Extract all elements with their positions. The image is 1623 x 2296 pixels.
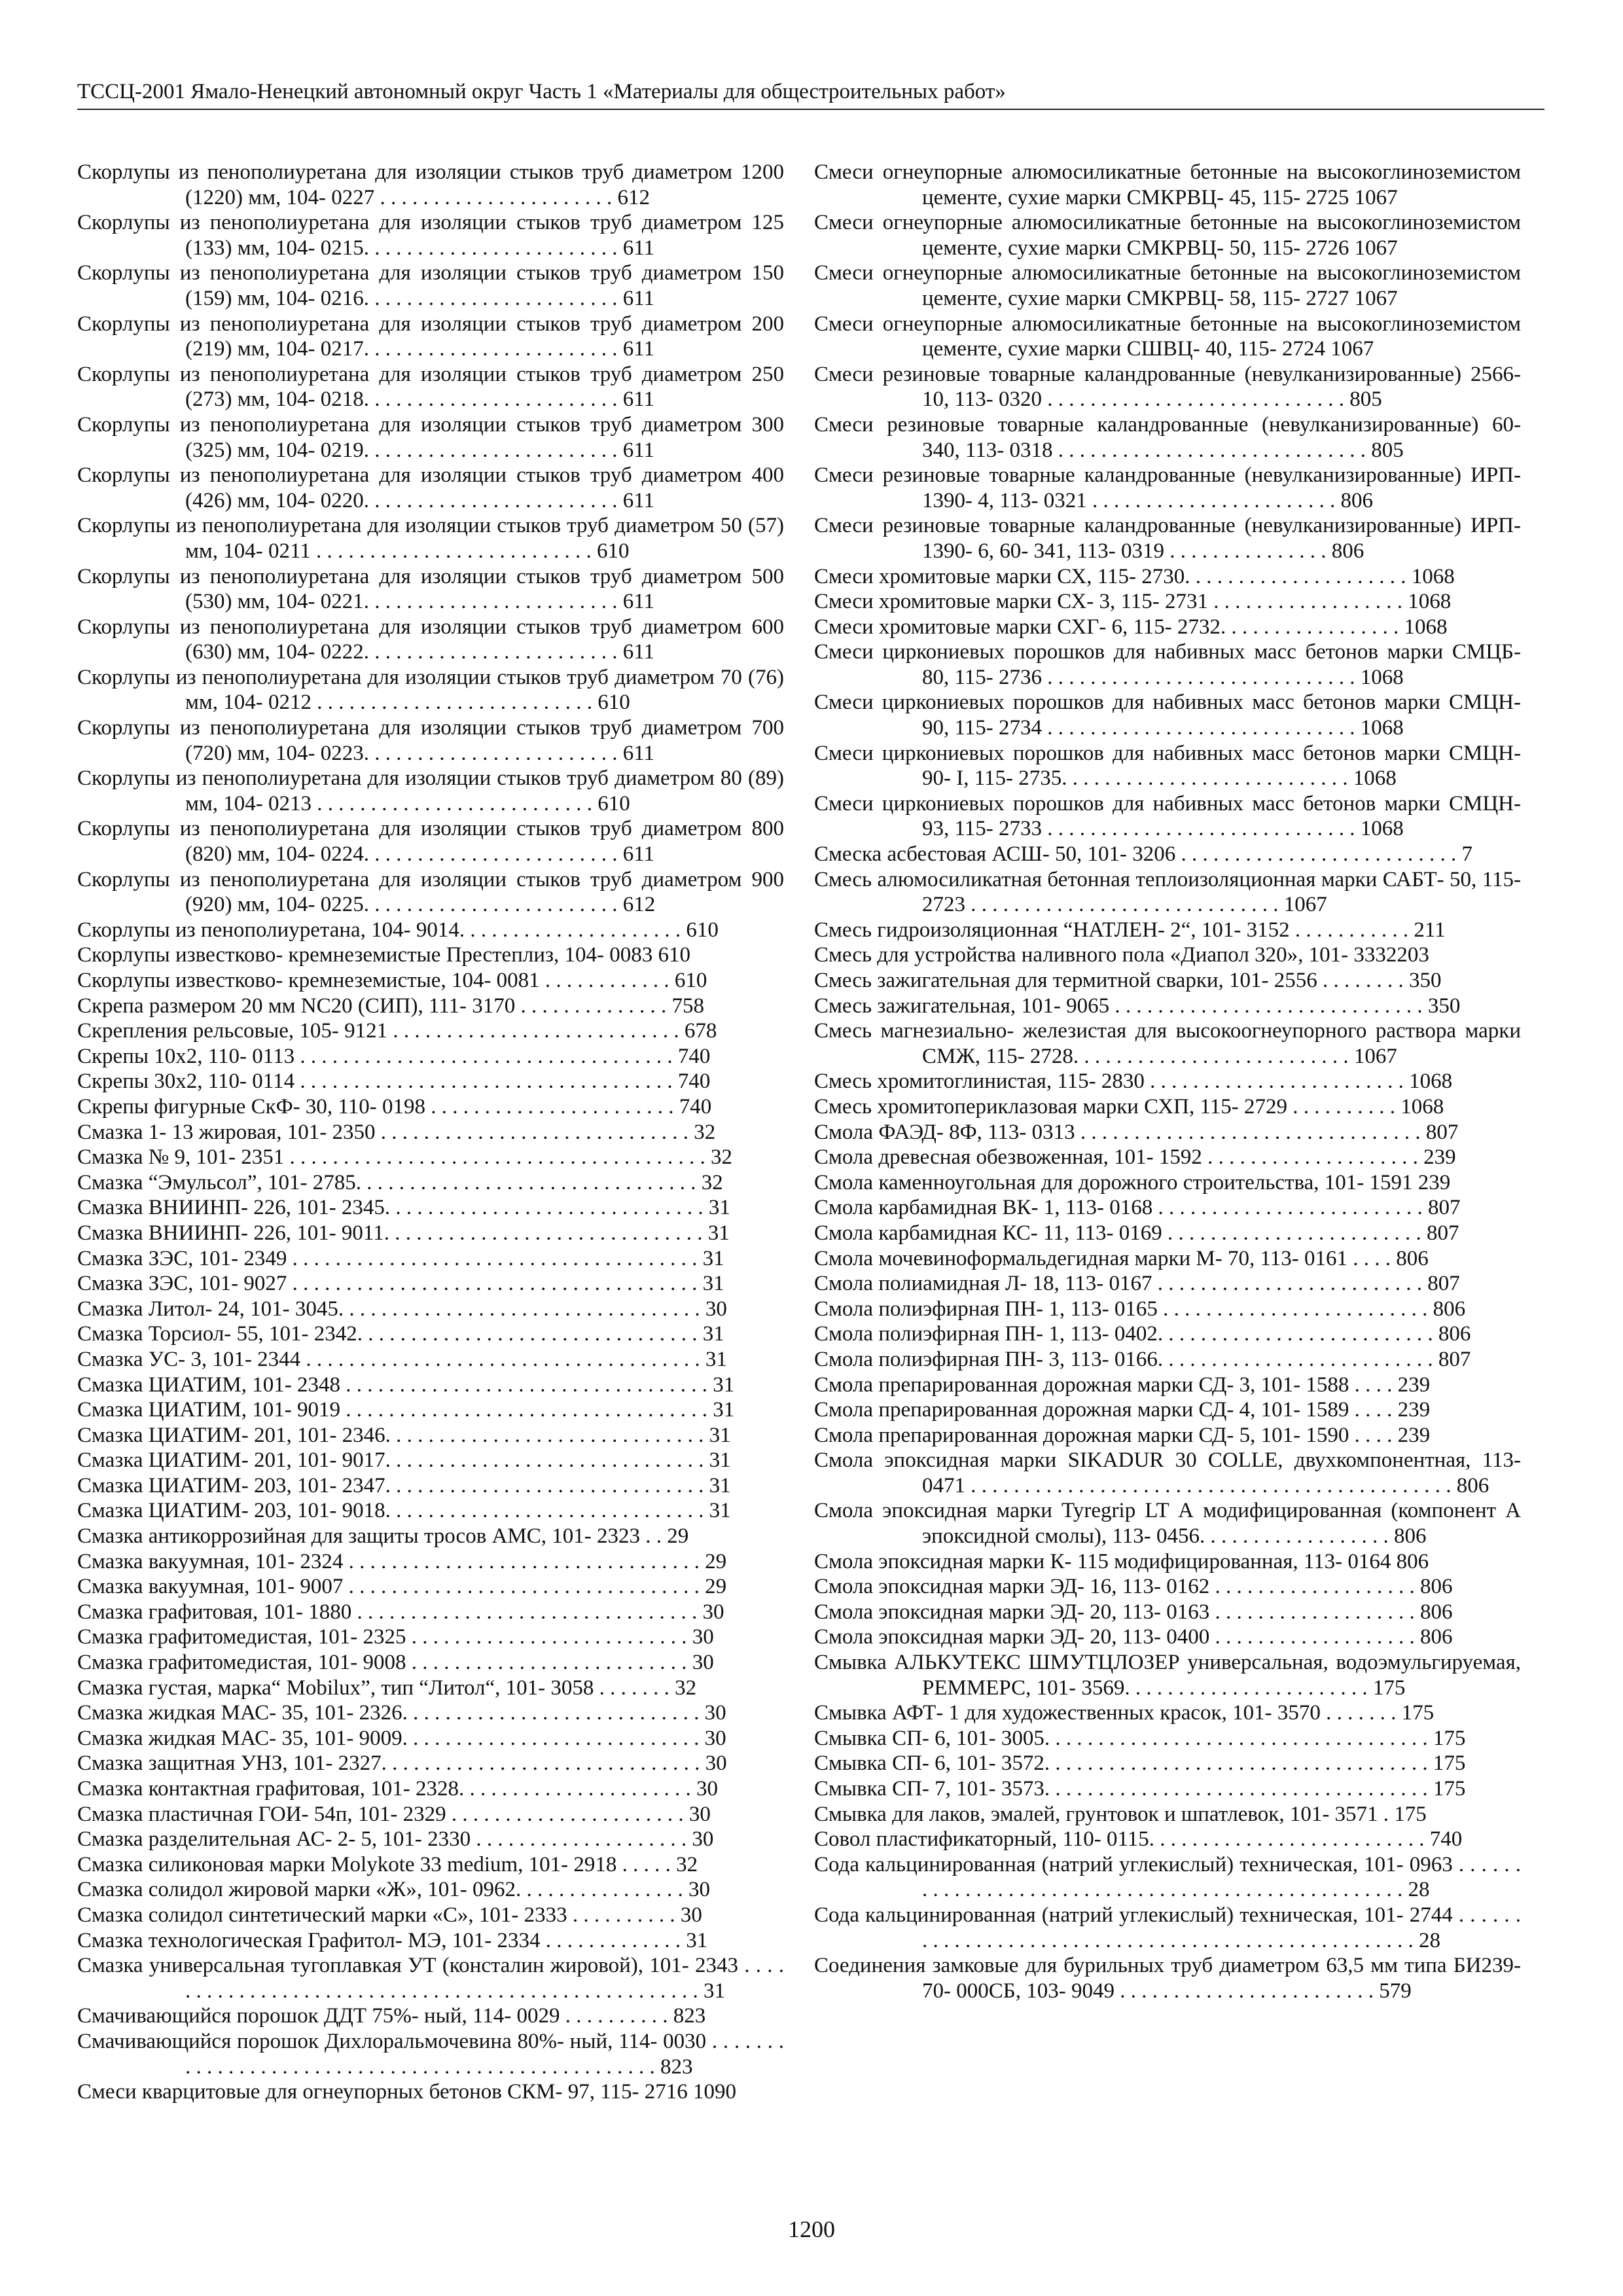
- index-entry: Смазка жидкая МАС- 35, 101- 2326. . . . . . . . . . . . . . . . . . . . . . . . . . . . 30: [77, 1701, 726, 1725]
- index-entry: Сода кальцинированная (натрий углекислый) техническая, 101- 0963 . . . . . . . . . . . . . . . . . . . . . . . . . . . . . . . . . . . . . . . . . . . . . . . . . . . 28: [814, 1852, 1521, 1902]
- index-entry: Смесь зажигательная, 101- 9065 . . . . . . . . . . . . . . . . . . . . . . . . . . . . . 350: [814, 994, 1461, 1018]
- index-entry: Смеси резиновые товарные каландрованные (невулканизированные) ИРП- 1390- 6, 60- 341, 113- 0319 . . . . . . . . . . . . . . . 806: [814, 514, 1521, 563]
- index-entry: Смывка СП- 6, 101- 3005. . . . . . . . . . . . . . . . . . . . . . . . . . . . . . . . . . . . 175: [814, 1726, 1466, 1750]
- index-entry: Смола древесная обезвоженная, 101- 1592 . . . . . . . . . . . . . . . . . . . . 239: [814, 1145, 1456, 1170]
- index-entry: Смывка АФТ- 1 для художественных красок, 101- 3570 . . . . . . . 175: [814, 1701, 1435, 1725]
- index-entry: Скорлупы известково- кремнеземистые, 104- 0081 . . . . . . . . . . . . 610: [77, 969, 707, 992]
- index-entry: Смазка “Эмульсол”, 101- 2785. . . . . . . . . . . . . . . . . . . . . . . . . . . . . . . . 32: [77, 1170, 723, 1194]
- index-entry: Смола эпоксидная марки К- 115 модифицированная, 113- 0164 806: [814, 1549, 1429, 1573]
- index-entry: Смазка ВНИИНП- 226, 101- 2345. . . . . . . . . . . . . . . . . . . . . . . . . . . . . . 31: [77, 1196, 730, 1220]
- index-entry: Смывка для лаков, эмалей, грунтовок и шпатлевок, 101- 3571 . 175: [814, 1802, 1427, 1826]
- index-entry: Смазка густая, марка“ Mobilux”, тип “Литол“, 101- 3058 . . . . . . . 32: [77, 1676, 697, 1700]
- index-entry: Смазка солидол синтетический марки «С», 101- 2333 . . . . . . . . . . 30: [77, 1903, 702, 1927]
- index-entry: Смола каменноугольная для дорожного строительства, 101- 1591 239: [814, 1170, 1451, 1194]
- index-entry: Смазка графитомедистая, 101- 2325 . . . . . . . . . . . . . . . . . . . . . . . . . . 30: [77, 1625, 714, 1649]
- index-entry: Смесь для устройства наливного пола «Диапол 320», 101- 3332203: [814, 943, 1429, 967]
- index-entry: Скрепы 10х2, 110- 0113 . . . . . . . . . . . . . . . . . . . . . . . . . . . . . . . . . . . 740: [77, 1044, 711, 1068]
- index-entry: Смазка ЦИАТИМ- 203, 101- 2347. . . . . . . . . . . . . . . . . . . . . . . . . . . . . . 31: [77, 1473, 731, 1498]
- index-entry: Смазка технологическая Графитол- МЭ, 101- 2334 . . . . . . . . . . . . . 31: [77, 1928, 708, 1952]
- index-entry: Смеси резиновые товарные каландрованные (невулканизированные) ИРП- 1390- 4, 113- 0321 . . . . . . . . . . . . . . . . . . . . . . . 806: [814, 463, 1521, 512]
- index-entry: Смола эпоксидная марки ЭД- 16, 113- 0162 . . . . . . . . . . . . . . . . . . . 806: [814, 1575, 1453, 1599]
- index-entry: Смола карбамидная КС- 11, 113- 0169 . . . . . . . . . . . . . . . . . . . . . . . . 807: [814, 1221, 1459, 1245]
- index-entry: Смазка № 9, 101- 2351 . . . . . . . . . . . . . . . . . . . . . . . . . . . . . . . . . . . . . . . 32: [77, 1145, 733, 1170]
- index-entry: Скорлупы из пенополиуретана, 104- 9014. . . . . . . . . . . . . . . . . . . . . 610: [77, 918, 719, 942]
- index-entry: Скорлупы из пенополиуретана для изоляции стыков труб диаметром 150 (159) мм, 104- 0216. . . . . . . . . . . . . . . . . . . . . . . . 611: [77, 261, 784, 310]
- index-entry: Скорлупы из пенополиуретана для изоляции стыков труб диаметром 80 (89) мм, 104- 0213 . . . . . . . . . . . . . . . . . . . . . . . . . . 610: [77, 766, 784, 816]
- index-entry: Смесь магнезиально- железистая для высокоогнеупорного раствора марки СМЖ, 115- 2728. . . . . . . . . . . . . . . . . . . . . . . . . . 1067: [814, 1019, 1521, 1068]
- index-entry: Смесь гидроизоляционная “НАТЛЕН- 2“, 101- 3152 . . . . . . . . . . . 211: [814, 918, 1446, 942]
- index-entry: Скорлупы из пенополиуретана для изоляции стыков труб диаметром 400 (426) мм, 104- 0220. . . . . . . . . . . . . . . . . . . . . . . . 611: [77, 463, 784, 512]
- index-entry: Смеси циркониевых порошков для набивных масс бетонов марки СМЦН- 90, 115- 2734 . . . . . . . . . . . . . . . . . . . . . . . . . . . . . 1068: [814, 691, 1521, 740]
- index-entry: Смола ФАЭД- 8Ф, 113- 0313 . . . . . . . . . . . . . . . . . . . . . . . . . . . . . . . . 807: [814, 1120, 1459, 1144]
- index-entry: Смесь хромитопериклазовая марки СХП, 115- 2729 . . . . . . . . . . 1068: [814, 1094, 1444, 1119]
- index-entry: Скрепления рельсовые, 105- 9121 . . . . . . . . . . . . . . . . . . . . . . . . . . . 678: [77, 1019, 717, 1043]
- index-entry: Смеси циркониевых порошков для набивных масс бетонов марки СМЦН- 90- I, 115- 2735. . . . . . . . . . . . . . . . . . . . . . . . . . . 1068: [814, 741, 1521, 791]
- index-entry: Смола эпоксидная марки ЭД- 20, 113- 0400 . . . . . . . . . . . . . . . . . . . 806: [814, 1625, 1453, 1649]
- index-column-left: [77, 160, 784, 2105]
- index-entry: Смазка графитомедистая, 101- 9008 . . . . . . . . . . . . . . . . . . . . . . . . . . 30: [77, 1651, 714, 1675]
- index-entry: Смола полиамидная Л- 18, 113- 0167 . . . . . . . . . . . . . . . . . . . . . . . . . 807: [814, 1272, 1460, 1296]
- index-entry: Смесь алюмосиликатная бетонная теплоизоляционная марки САБТ- 50, 115- 2723 . . . . . . . . . . . . . . . . . . . . . . . . . . . . . 1067: [814, 867, 1521, 917]
- index-entry: Смазка графитовая, 101- 1880 . . . . . . . . . . . . . . . . . . . . . . . . . . . . . . . . 30: [77, 1600, 724, 1624]
- index-entry: Скорлупы из пенополиуретана для изоляции стыков труб диаметром 800 (820) мм, 104- 0224. . . . . . . . . . . . . . . . . . . . . . . . 611: [77, 817, 784, 867]
- index-entry: Смеси кварцитовые для огнеупорных бетонов СКМ- 97, 115- 2716 1090: [77, 2080, 736, 2104]
- page-footer: [0, 2215, 1623, 2244]
- index-entry: Смывка СП- 7, 101- 3573. . . . . . . . . . . . . . . . . . . . . . . . . . . . . . . . . . . . 175: [814, 1777, 1466, 1801]
- index-entry: Сода кальцинированная (натрий углекислый) техническая, 101- 2744 . . . . . . . . . . . . . . . . . . . . . . . . . . . . . . . . . . . . . . . . . . . . . . . . . . . . 28: [814, 1903, 1521, 1952]
- index-entry: Смазка вакуумная, 101- 2324 . . . . . . . . . . . . . . . . . . . . . . . . . . . . . . . . . 29: [77, 1549, 727, 1573]
- index-entry: Смесь зажигательная для термитной сварки, 101- 2556 . . . . . . . . 350: [814, 969, 1442, 992]
- index-entry: Скорлупы из пенополиуретана для изоляции стыков труб диаметром 600 (630) мм, 104- 0222. . . . . . . . . . . . . . . . . . . . . . . . 611: [77, 615, 784, 664]
- index-entry: Смеси огнеупорные алюмосиликатные бетонные на высокоглиноземистом цементе, сухие марки СМКРВЦ- 50, 115- 2726 1067: [814, 211, 1521, 260]
- index-entry: Смола препарированная дорожная марки СД- 4, 101- 1589 . . . . 239: [814, 1398, 1431, 1422]
- index-entry: Смола эпоксидная марки Tyregrip LT А модифицированная (компонент А эпоксидной смолы), 113- 0456. . . . . . . . . . . . . . . . . . 806: [814, 1499, 1521, 1549]
- index-entry: Смеси циркониевых порошков для набивных масс бетонов марки СМЦБ- 80, 115- 2736 . . . . . . . . . . . . . . . . . . . . . . . . . . . . . 1068: [814, 640, 1521, 689]
- index-entry: Смола полиэфирная ПН- 1, 113- 0402. . . . . . . . . . . . . . . . . . . . . . . . . . 806: [814, 1322, 1471, 1346]
- index-entry: Скорлупы из пенополиуретана для изоляции стыков труб диаметром 50 (57) мм, 104- 0211 . . . . . . . . . . . . . . . . . . . . . . . . . . 610: [77, 514, 784, 563]
- index-entry: Смазка ЦИАТИМ- 201, 101- 9017. . . . . . . . . . . . . . . . . . . . . . . . . . . . . . 31: [77, 1448, 731, 1473]
- index-entry: Смеси циркониевых порошков для набивных масс бетонов марки СМЦН- 93, 115- 2733 . . . . . . . . . . . . . . . . . . . . . . . . . . . . . 1068: [814, 791, 1521, 841]
- index-entry: Скрепы 30х2, 110- 0114 . . . . . . . . . . . . . . . . . . . . . . . . . . . . . . . . . . . 740: [77, 1069, 711, 1094]
- index-entry: Скрепа размером 20 мм NC20 (СИП), 111- 3170 . . . . . . . . . . . . . . 758: [77, 994, 705, 1018]
- index-entry: Смачивающийся порошок Дихлоральмочевина 80%- ный, 114- 0030 . . . . . . . . . . . . . . . . . . . . . . . . . . . . . . . . . . . . . . . . . . . . . . . . . . . 823: [77, 2029, 784, 2079]
- index-entry: Смазка контактная графитовая, 101- 2328. . . . . . . . . . . . . . . . . . . . . . 30: [77, 1777, 718, 1801]
- index-entry: Смазка ВНИИНП- 226, 101- 9011. . . . . . . . . . . . . . . . . . . . . . . . . . . . . . 31: [77, 1221, 730, 1245]
- index-entry: Смазка Литол- 24, 101- 3045. . . . . . . . . . . . . . . . . . . . . . . . . . . . . . . . . . 30: [77, 1297, 727, 1321]
- index-entry: Смола полиэфирная ПН- 3, 113- 0166. . . . . . . . . . . . . . . . . . . . . . . . . . 807: [814, 1347, 1471, 1371]
- index-entry: Смазка силиконовая марки Molykote 33 medium, 101- 2918 . . . . . 32: [77, 1852, 698, 1876]
- index-entry: Скорлупы из пенополиуретана для изоляции стыков труб диаметром 900 (920) мм, 104- 0225. . . . . . . . . . . . . . . . . . . . . . . . 612: [77, 867, 784, 917]
- index-entry: Смола препарированная дорожная марки СД- 5, 101- 1590 . . . . 239: [814, 1423, 1431, 1447]
- index-entry: Скорлупы из пенополиуретана для изоляции стыков труб диаметром 1200 (1220) мм, 104- 0227 . . . . . . . . . . . . . . . . . . . . . . 612: [77, 160, 784, 209]
- header-title: ТССЦ-2001 Ямало-Ненецкий автономный округ Часть 1 «Материалы для общестроительных работ»: [77, 80, 1006, 103]
- index-entry: Смазка защитная УНЗ, 101- 2327. . . . . . . . . . . . . . . . . . . . . . . . . . . . . . 30: [77, 1751, 727, 1776]
- index-entry: Скрепы фигурные СкФ- 30, 110- 0198 . . . . . . . . . . . . . . . . . . . . . . . 740: [77, 1094, 712, 1119]
- index-entry: Скорлупы из пенополиуретана для изоляции стыков труб диаметром 250 (273) мм, 104- 0218. . . . . . . . . . . . . . . . . . . . . . . . 611: [77, 362, 784, 412]
- index-entry: Смазка ЦИАТИМ- 203, 101- 9018. . . . . . . . . . . . . . . . . . . . . . . . . . . . . . 31: [77, 1499, 731, 1523]
- index-entry: Скорлупы из пенополиуретана для изоляции стыков труб диаметром 200 (219) мм, 104- 0217. . . . . . . . . . . . . . . . . . . . . . . . 611: [77, 312, 784, 361]
- index-entry: Смывка СП- 6, 101- 3572. . . . . . . . . . . . . . . . . . . . . . . . . . . . . . . . . . . . 175: [814, 1751, 1466, 1776]
- index-entry: Смола эпоксидная марки ЭД- 20, 113- 0163 . . . . . . . . . . . . . . . . . . . 806: [814, 1600, 1453, 1624]
- index-entry: Соединения замковые для бурильных труб диаметром 63,5 мм типа БИ239- 70- 000СБ, 103- 9049 . . . . . . . . . . . . . . . . . . . . . . . . 579: [814, 1954, 1521, 2003]
- index-entry: Смола полиэфирная ПН- 1, 113- 0165 . . . . . . . . . . . . . . . . . . . . . . . . . 806: [814, 1297, 1466, 1321]
- index-entry: Смазка ЗЭС, 101- 9027 . . . . . . . . . . . . . . . . . . . . . . . . . . . . . . . . . . . . . . 31: [77, 1272, 724, 1296]
- index-entry: Смола препарированная дорожная марки СД- 3, 101- 1588 . . . . 239: [814, 1372, 1431, 1397]
- index-entry: Смазка универсальная тугоплавкая УТ (консталин жировой), 101- 2343 . . . . . . . . . . . . . . . . . . . . . . . . . . . . . . . . . . . . . . . . . . . . . . . . . . . . 31: [77, 1954, 784, 2003]
- index-entry: Смазка солидол жировой марки «Ж», 101- 0962. . . . . . . . . . . . . . . . 30: [77, 1878, 710, 1902]
- index-entry: Скорлупы из пенополиуретана для изоляции стыков труб диаметром 300 (325) мм, 104- 0219. . . . . . . . . . . . . . . . . . . . . . . . 611: [77, 412, 784, 462]
- index-entry: Смазка ЦИАТИМ- 201, 101- 2346. . . . . . . . . . . . . . . . . . . . . . . . . . . . . . 31: [77, 1423, 731, 1447]
- page-header: [77, 77, 1544, 110]
- index-entry: Скорлупы из пенополиуретана для изоляции стыков труб диаметром 70 (76) мм, 104- 0212 . . . . . . . . . . . . . . . . . . . . . . . . . . 610: [77, 665, 784, 715]
- index-entry: Смазка Торсиол- 55, 101- 2342. . . . . . . . . . . . . . . . . . . . . . . . . . . . . . . . 31: [77, 1322, 724, 1346]
- index-entry: Смесь хромитоглинистая, 115- 2830 . . . . . . . . . . . . . . . . . . . . . . . . 1068: [814, 1069, 1453, 1094]
- index-entry: Скорлупы известково- кремнеземистые Престеплиз, 104- 0083 610: [77, 943, 691, 967]
- index-entry: Смеси огнеупорные алюмосиликатные бетонные на высокоглиноземистом цементе, сухие марки СМКРВЦ- 58, 115- 2727 1067: [814, 261, 1521, 310]
- index-entry: Смола мочевиноформальдегидная марки М- 70, 113- 0161 . . . . 806: [814, 1246, 1429, 1270]
- index-entry: Скорлупы из пенополиуретана для изоляции стыков труб диаметром 500 (530) мм, 104- 0221. . . . . . . . . . . . . . . . . . . . . . . . 611: [77, 564, 784, 614]
- index-entry: Смеси хромитовые марки СХ, 115- 2730. . . . . . . . . . . . . . . . . . . . . 1068: [814, 564, 1455, 588]
- index-entry: Смазка ЗЭС, 101- 2349 . . . . . . . . . . . . . . . . . . . . . . . . . . . . . . . . . . . . . . 31: [77, 1246, 724, 1270]
- index-entry: Смазка жидкая МАС- 35, 101- 9009. . . . . . . . . . . . . . . . . . . . . . . . . . . . 30: [77, 1726, 726, 1750]
- index-entry: Смывка АЛЬКУТЕКС ШМУТЦЛОЗЕР универсальная, водоэмульгируемая, РЕММЕРС, 101- 3569. . . . . . . . . . . . . . . . . . . . . . . 175: [814, 1651, 1521, 1700]
- index-entry: Смеси резиновые товарные каландрованные (невулканизированные) 60- 340, 113- 0318 . . . . . . . . . . . . . . . . . . . . . . . . . . . . . 805: [814, 412, 1521, 462]
- index-entry: Смазка УС- 3, 101- 2344 . . . . . . . . . . . . . . . . . . . . . . . . . . . . . . . . . . . . . 31: [77, 1347, 727, 1371]
- index-entry: Смеси резиновые товарные каландрованные (невулканизированные) 2566- 10, 113- 0320 . . . . . . . . . . . . . . . . . . . . . . . . . . . . 805: [814, 362, 1521, 412]
- index-entry: Скорлупы из пенополиуретана для изоляции стыков труб диаметром 700 (720) мм, 104- 0223. . . . . . . . . . . . . . . . . . . . . . . . 611: [77, 716, 784, 765]
- index-entry: Совол пластификаторный, 110- 0115. . . . . . . . . . . . . . . . . . . . . . . . . . 740: [814, 1827, 1463, 1852]
- index-entry: Смеси хромитовые марки СХ- 3, 115- 2731 . . . . . . . . . . . . . . . . . . 1068: [814, 590, 1452, 614]
- index-entry: Смачивающийся порошок ДДТ 75%- ный, 114- 0029 . . . . . . . . . . 823: [77, 2004, 706, 2028]
- index-entry: Смазка антикоррозийная для защиты тросов АМС, 101- 2323 . . 29: [77, 1524, 689, 1549]
- index-entry: Смазка ЦИАТИМ, 101- 9019 . . . . . . . . . . . . . . . . . . . . . . . . . . . . . . . . . . 31: [77, 1398, 735, 1422]
- index-entry: Смазка ЦИАТИМ, 101- 2348 . . . . . . . . . . . . . . . . . . . . . . . . . . . . . . . . . . 31: [77, 1372, 735, 1397]
- index-entry: Смеси огнеупорные алюмосиликатные бетонные на высокоглиноземистом цементе, сухие марки СМКРВЦ- 45, 115- 2725 1067: [814, 160, 1521, 209]
- index-entry: Смазка вакуумная, 101- 9007 . . . . . . . . . . . . . . . . . . . . . . . . . . . . . . . . . 29: [77, 1575, 727, 1599]
- index-entry: Смола эпоксидная марки SIKADUR 30 COLLE, двухкомпонентная, 113- 0471 . . . . . . . . . . . . . . . . . . . . . . . . . . . . . . . . . . . . . . . . . . . . . 806: [814, 1448, 1521, 1498]
- index-entry: Смола карбамидная ВК- 1, 113- 0168 . . . . . . . . . . . . . . . . . . . . . . . . . 807: [814, 1196, 1461, 1220]
- index-entry: Смеси хромитовые марки СХГ- 6, 115- 2732. . . . . . . . . . . . . . . . . 1068: [814, 615, 1448, 639]
- page-number: 1200: [788, 2216, 835, 2242]
- index-entry: Смазка 1- 13 жировая, 101- 2350 . . . . . . . . . . . . . . . . . . . . . . . . . . . . . 32: [77, 1120, 716, 1144]
- index-column-right: [814, 160, 1521, 2003]
- index-entry: Скорлупы из пенополиуретана для изоляции стыков труб диаметром 125 (133) мм, 104- 0215. . . . . . . . . . . . . . . . . . . . . . . . 611: [77, 211, 784, 260]
- index-entry: Смеси огнеупорные алюмосиликатные бетонные на высокоглиноземистом цементе, сухие марки СШВЦ- 40, 115- 2724 1067: [814, 312, 1521, 361]
- index-entry: Смеска асбестовая АСШ- 50, 101- 3206 . . . . . . . . . . . . . . . . . . . . . . . . . . 7: [814, 842, 1473, 867]
- index-entry: Смазка разделительная АС- 2- 5, 101- 2330 . . . . . . . . . . . . . . . . . . . . 30: [77, 1827, 714, 1852]
- index-entry: Смазка пластичная ГОИ- 54п, 101- 2329 . . . . . . . . . . . . . . . . . . . . . . 30: [77, 1802, 711, 1826]
